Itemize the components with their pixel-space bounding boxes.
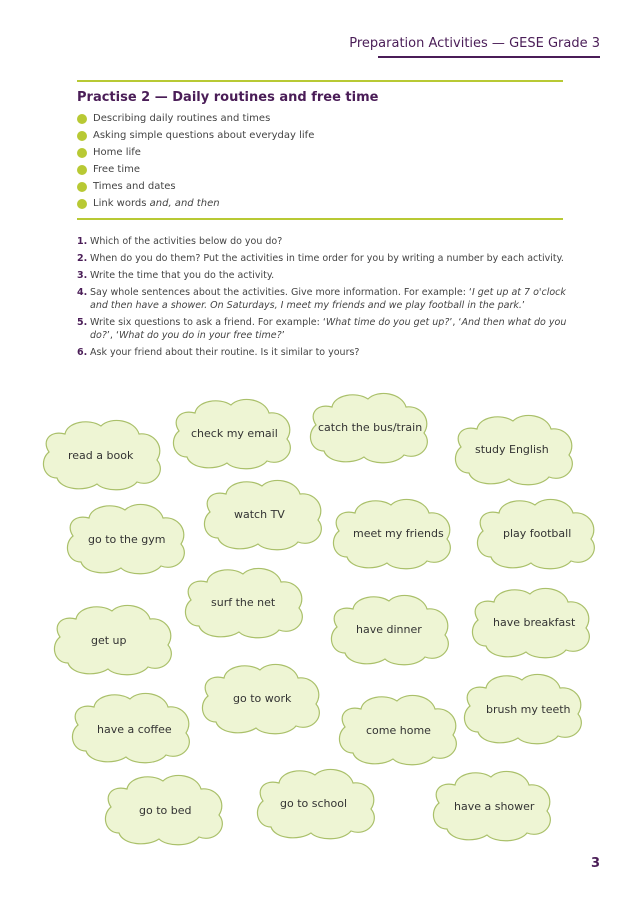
activity-label: watch TV bbox=[234, 508, 285, 521]
activity-cloud bbox=[202, 478, 326, 550]
task-number: 2. bbox=[77, 253, 88, 264]
task-number: 6. bbox=[77, 347, 88, 358]
activity-label: get up bbox=[91, 634, 127, 647]
task-number: 4. bbox=[77, 287, 88, 298]
activity-cloud bbox=[462, 672, 586, 744]
topic-item: Describing daily routines and times bbox=[77, 112, 314, 129]
task-item bbox=[77, 252, 567, 265]
activity-cloud bbox=[183, 566, 307, 638]
task-text: Say whole sentences about the activities. Give more information. For example: ‘ bbox=[90, 287, 472, 298]
activity-cloud bbox=[103, 773, 227, 845]
task-text: Write the time that you do the activity. bbox=[90, 270, 275, 281]
activity-label: have a coffee bbox=[97, 723, 172, 736]
task-example-text: And then what do you do? bbox=[90, 317, 567, 341]
task-item bbox=[77, 235, 567, 248]
activity-cloud bbox=[331, 497, 455, 569]
task-item bbox=[77, 316, 567, 342]
activity-label: go to school bbox=[280, 797, 348, 810]
bullet-dot-icon bbox=[77, 165, 87, 175]
topic-item: Free time bbox=[77, 163, 314, 180]
task-text: ’, ‘ bbox=[449, 317, 462, 328]
activity-label: have breakfast bbox=[493, 616, 576, 629]
task-item bbox=[77, 269, 567, 282]
activity-label: check my email bbox=[191, 427, 278, 440]
activity-cloud bbox=[475, 497, 599, 569]
activity-cloud bbox=[337, 693, 461, 765]
page-number: 3 bbox=[590, 856, 600, 871]
activity-label: play football bbox=[503, 527, 572, 540]
task-text: ’ bbox=[281, 330, 285, 341]
topic-list bbox=[77, 112, 314, 214]
activity-label: surf the net bbox=[211, 596, 276, 609]
task-text: ’, ‘ bbox=[106, 330, 119, 341]
activity-label: go to the gym bbox=[88, 533, 166, 546]
section-title: Practise 2 — Daily routines and free time bbox=[77, 90, 379, 105]
activity-label: have dinner bbox=[356, 623, 422, 636]
task-text: ’ bbox=[521, 300, 525, 311]
activity-label: have a shower bbox=[454, 800, 535, 813]
activity-label: go to work bbox=[233, 692, 292, 705]
bottom-divider bbox=[77, 218, 563, 220]
task-example-text: I get up at 7 o'clock and then have a shower. On Saturdays, I meet my friends and we play football in the park. bbox=[90, 287, 566, 311]
bullet-dot-icon bbox=[77, 182, 87, 192]
activity-label: go to bed bbox=[139, 804, 192, 817]
activity-cloud bbox=[431, 769, 555, 841]
activity-cloud bbox=[52, 603, 176, 675]
header-title: Preparation Activities — GESE Grade 3 bbox=[349, 36, 600, 51]
bullet-dot-icon bbox=[77, 148, 87, 158]
task-number: 3. bbox=[77, 270, 88, 281]
header-rule bbox=[378, 56, 600, 58]
topic-item: Home life bbox=[77, 146, 314, 163]
task-text: Write six questions to ask a friend. For example: ‘ bbox=[90, 317, 326, 328]
topic-item: Times and dates bbox=[77, 180, 314, 197]
topic-item: Asking simple questions about everyday life bbox=[77, 129, 314, 146]
task-list bbox=[77, 235, 567, 363]
activity-cloud bbox=[470, 586, 594, 658]
task-text: Ask your friend about their routine. Is it similar to yours? bbox=[90, 347, 360, 358]
topic-item: Link words and, and then bbox=[77, 197, 314, 214]
activity-cloud bbox=[65, 502, 189, 574]
activity-cloud bbox=[453, 413, 577, 485]
task-text: When do you do them? Put the activities in time order for you by writing a number by each activity. bbox=[90, 253, 564, 264]
task-item bbox=[77, 346, 567, 359]
activity-cloud bbox=[171, 397, 295, 469]
activity-cloud bbox=[329, 593, 453, 665]
activity-cloud bbox=[308, 391, 432, 463]
task-example-text: What do you do in your free time? bbox=[118, 330, 282, 341]
task-number: 5. bbox=[77, 317, 88, 328]
activity-cloud bbox=[255, 767, 379, 839]
task-number: 1. bbox=[77, 236, 88, 247]
task-text: Which of the activities below do you do? bbox=[90, 236, 283, 247]
bullet-dot-icon bbox=[77, 199, 87, 209]
activity-cloud bbox=[200, 662, 324, 734]
bullet-dot-icon bbox=[77, 131, 87, 141]
activity-cloud bbox=[70, 691, 194, 763]
activity-label: read a book bbox=[68, 449, 134, 462]
top-divider bbox=[77, 80, 563, 82]
activity-label: brush my teeth bbox=[486, 703, 571, 716]
activity-label: study English bbox=[475, 443, 549, 456]
activity-label: catch the bus/train bbox=[318, 421, 423, 434]
bullet-dot-icon bbox=[77, 114, 87, 124]
activity-label: meet my friends bbox=[353, 527, 444, 540]
task-item bbox=[77, 286, 567, 312]
activity-cloud bbox=[41, 418, 165, 490]
task-example-text: What time do you get up? bbox=[325, 317, 450, 328]
activity-label: come home bbox=[366, 724, 431, 737]
